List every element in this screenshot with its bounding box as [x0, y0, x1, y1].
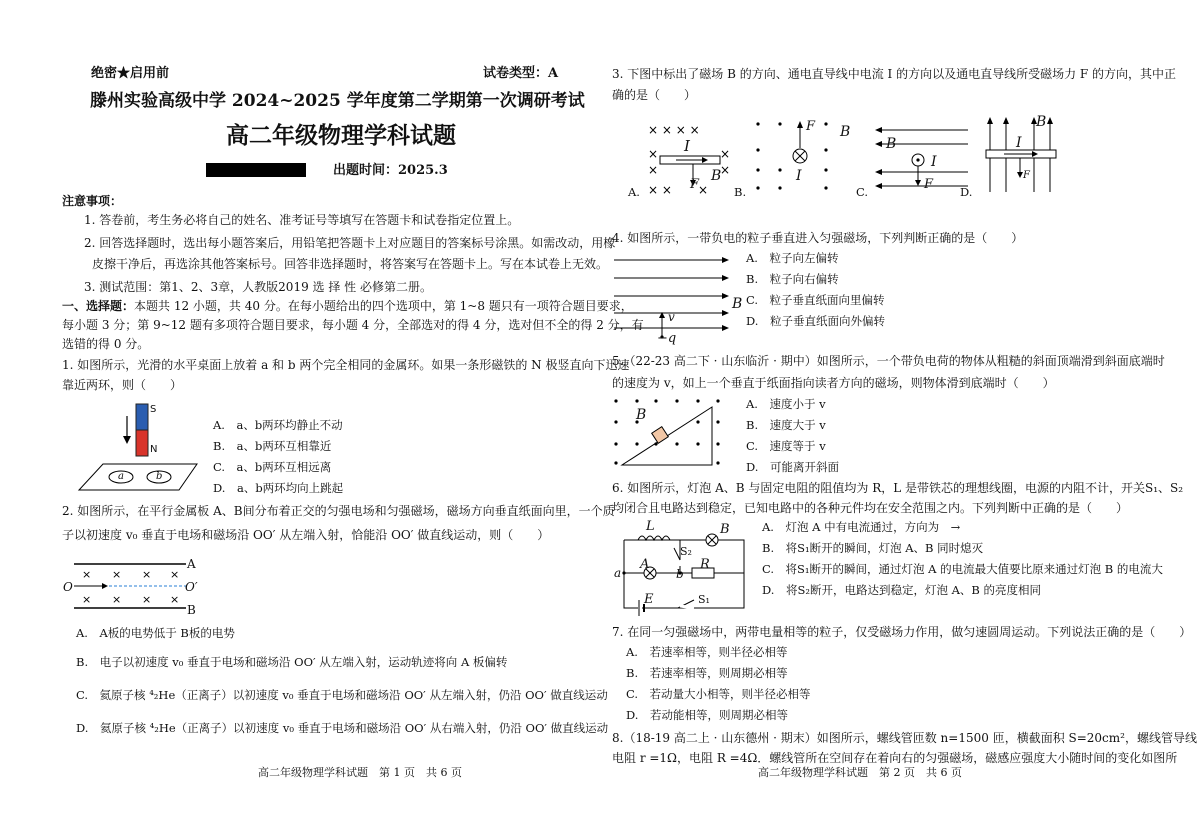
right-page	[600, 0, 1200, 831]
label-a: A	[640, 557, 650, 572]
label-i: I	[684, 137, 690, 155]
svg-text:×: ×	[720, 147, 731, 161]
label-l: L	[646, 519, 655, 534]
q8-stem: 8.（18-19 高二上 · 山东德州 · 期末）如图所示，螺线管匝数 n=1500 匝，横截面积 S=20cm²，螺线管导线	[612, 731, 1197, 745]
field-x: ×	[112, 568, 122, 581]
q1-stem: 靠近两环，则（ ）	[62, 378, 183, 392]
field-x: ×	[142, 568, 152, 581]
field-x: ×	[170, 568, 180, 581]
section-text: 选错的得 0 分。	[62, 337, 150, 351]
page-footer: 高二年级物理学科试题 第 2 页 共 6 页	[758, 766, 962, 779]
field-dots	[756, 122, 827, 189]
q1-option: B. a、b两环互相靠近	[213, 439, 332, 453]
q1-stem: 1. 如图所示，光滑的水平桌面上放着 a 和 b 两个完全相同的金属环。如果一条形磁铁的 N 极竖直向下迅速	[62, 358, 630, 372]
ring-a-label: a	[118, 471, 124, 482]
q3-option-a: A.	[628, 185, 640, 199]
label-b: B	[636, 407, 647, 423]
q2-stem: 子以初速度 v₀ 垂直于电场和磁场沿 OO′ 从左端入射，恰能沿 OO′ 做直线运动，则（ ）	[62, 528, 550, 542]
motion-arrowhead	[123, 436, 131, 444]
label-charge: −q	[657, 331, 677, 346]
svg-text:×: ×	[648, 163, 659, 177]
field-x: ×	[82, 593, 92, 606]
q5-stem: 的速度为 v，如上一个垂直于纸面指向读者方向的磁场，则物体滑到底端时（ ）	[612, 376, 1055, 390]
label-b: B	[720, 522, 730, 537]
label-s2: S₂	[680, 545, 692, 558]
ring-b-label: b	[156, 471, 163, 482]
q1-figure	[75, 400, 215, 495]
plate-a-label: A	[187, 557, 196, 571]
exam-date: 出题时间：2025.3	[333, 163, 448, 178]
label-b: B	[840, 124, 851, 140]
field-x: ×	[142, 593, 152, 606]
q5-figure	[612, 395, 732, 475]
label-f: F	[1023, 170, 1030, 181]
block	[652, 427, 669, 444]
field-x: ×	[170, 593, 180, 606]
notes-heading: 注意事项：	[62, 194, 123, 208]
q6-option: A. 灯泡 A 中有电流通过，方向为 →	[762, 520, 961, 534]
q5-option: B. 速度大于 v	[746, 418, 826, 432]
q2-figure	[62, 556, 202, 616]
note-item: 1. 答卷前，考生务必将自己的姓名、准考证号等填写在答题卡和试卷指定位置上。	[84, 213, 520, 227]
q2-option: B. 电子以初速度 v₀ 垂直于电场和磁场沿 OO′ 从左端入射，运动轨迹将向 A 板偏转	[76, 655, 508, 669]
q4-option: B. 粒子向右偏转	[746, 272, 839, 286]
q3-figure-d	[984, 114, 1064, 194]
q3-option-c: C.	[856, 185, 869, 199]
section-text: 本题共 12 小题，共 40 分。在每小题给出的四个选项中，第 1~8 题只有一项符合题目要求，	[134, 299, 633, 313]
q7-option: D. 若动能相等，则周期必相等	[626, 708, 788, 722]
field-dots	[614, 399, 719, 464]
q3-figure-c	[872, 124, 972, 194]
label-v: v	[668, 310, 675, 324]
svg-text:×: ×	[698, 183, 709, 197]
label-b: B	[1036, 114, 1047, 130]
q6-option: B. 将S₁断开的瞬间，灯泡 A、B 同时熄灭	[762, 541, 984, 555]
q6-option: D. 将S₂断开，电路达到稳定，灯泡 A、B 的亮度相同	[762, 583, 1042, 597]
svg-text:× ×: × ×	[648, 183, 672, 197]
q3-stem: 3. 下图中标出了磁场 B 的方向、通电直导线中电流 I 的方向以及通电直导线所受磁场力 F 的方向，其中正	[612, 67, 1177, 81]
q1-option: D. a、b两环均向上跳起	[213, 481, 344, 495]
note-item: 皮擦干净后，再选涂其他答案标号。回答非选择题时，将答案写在答题卡上。写在本试卷上无效。	[92, 257, 609, 271]
q7-option: A. 若速率相等，则半径必相等	[626, 645, 788, 659]
magnet-n-pole	[136, 430, 148, 456]
magnet-s-label: S	[150, 404, 157, 415]
table-surface	[79, 464, 197, 490]
label-b: B	[886, 136, 897, 152]
q3-stem: 确的是（ ）	[612, 88, 697, 102]
inductor	[638, 536, 670, 540]
label-i: I	[931, 154, 937, 170]
q2-option: C. 氦原子核 ⁴₂He（正离子）以初速度 v₀ 垂直于电场和磁场沿 OO′ 从左端入射，仍沿 OO′ 做直线运动	[76, 688, 608, 702]
redaction-bar	[206, 163, 306, 177]
label-s1: S₁	[698, 593, 710, 606]
q4-stem: 4. 如图所示，一带负电的粒子垂直进入匀强磁场，下列判断正确的是（ ）	[612, 231, 1024, 245]
label-f: F	[924, 177, 934, 192]
q4-option: D. 粒子垂直纸面向外偏转	[746, 314, 885, 328]
label-node-b: b	[676, 567, 684, 581]
label-e: E	[644, 592, 654, 607]
svg-text:×: ×	[648, 147, 659, 161]
label-f: F	[690, 177, 700, 192]
q3-figure-b	[750, 118, 850, 198]
q5-option: D. 可能离开斜面	[746, 460, 839, 474]
q6-option: C. 将S₁断开的瞬间，通过灯泡 A 的电流最大值要比原来通过灯泡 B 的电流大	[762, 562, 1163, 576]
q4-option: C. 粒子垂直纸面向里偏转	[746, 293, 885, 307]
q7-option: C. 若动量大小相等，则半径必相等	[626, 687, 811, 701]
note-item: 3. 测试范围：第1、2、3章，人教版2019 选 择 性 必修第二册。	[84, 280, 432, 294]
field-x: ×	[82, 568, 92, 581]
q8-stem: 电阻 r =1Ω，电阻 R =4Ω．螺线管所在空间存在着向右的匀强磁场，磁感应强度大小随时间的变化如图所	[612, 751, 1178, 765]
q7-stem: 7. 在同一匀强磁场中，两带电量相等的粒子，仅受磁场力作用，做匀速圆周运动。下列说法正确的是（ ）	[612, 625, 1192, 639]
q7-option: B. 若速率相等，则周期必相等	[626, 666, 788, 680]
q5-stem: 5.（22-23 高二下 · 山东临沂 · 期中）如图所示，一个带负电荷的物体从粗糙的斜面顶端滑到斜面底端时	[612, 354, 1165, 368]
q2-option: A. A板的电势低于 B板的电势	[76, 626, 235, 640]
q1-option: C. a、b两环互相远离	[213, 460, 332, 474]
section-intro	[62, 299, 633, 313]
section-text: 每小题 3 分；第 9~12 题有多项符合题目要求，每小题 4 分，全部选对的得 4 分，选对但不全的得 2 分，有	[62, 318, 644, 332]
q3-option-d: D.	[960, 185, 973, 199]
label-b: B	[732, 296, 743, 312]
q2-option: D. 氦原子核 ⁴₂He（正离子）以初速度 v₀ 垂直于电场和磁场沿 OO′ 从右端入射，仍沿 OO′ 做直线运动	[76, 721, 609, 735]
label-node-a: a	[614, 566, 622, 580]
q5-option: C. 速度等于 v	[746, 439, 826, 453]
label-f: F	[806, 119, 816, 134]
point-o-label: O	[63, 580, 73, 594]
q6-stem: 6. 如图所示，灯泡 A、B 与固定电阻的阻值均为 R，L 是带铁芯的理想线圈，电源的内阻不计，开关S₁、S₂	[612, 481, 1184, 495]
secret-label: 绝密★启用前	[91, 66, 170, 81]
q2-stem: 2. 如图所示，在平行金属板 A、B间分布着正交的匀强电场和匀强磁场，磁场方向垂直纸面向里，一个质	[62, 504, 615, 518]
school-line: 滕州实验高级中学 2024~2025 学年度第二学期第一次调研考试	[90, 91, 585, 111]
point-o-prime-label: O′	[185, 580, 198, 594]
label-r: R	[700, 557, 710, 572]
q3-option-b: B.	[734, 185, 747, 199]
plate-b-label: B	[187, 603, 196, 617]
magnet-n-label: N	[150, 444, 158, 455]
label-i: I	[796, 168, 802, 184]
label-i: I	[1016, 135, 1022, 151]
q5-option: A. 速度小于 v	[746, 397, 826, 411]
page-title: 高二年级物理学科试题	[226, 122, 456, 149]
magnet-s-pole	[136, 404, 148, 430]
note-item: 2. 回答选择题时，选出每小题答案后，用铅笔把答题卡上对应题目的答案标号涂黑。如需改动，用橡	[84, 236, 616, 250]
q4-option: A. 粒子向左偏转	[746, 251, 839, 265]
page-footer: 高二年级物理学科试题 第 1 页 共 6 页	[258, 766, 462, 779]
label-b: B	[711, 168, 722, 184]
q6-stem: 均闭合且电路达到稳定，已知电路中的各种元件均在安全范围之内。下列判断中正确的是（ ）	[612, 501, 1129, 515]
v0-arrowhead	[102, 583, 108, 589]
svg-text:×: ×	[720, 163, 731, 177]
field-x: ×	[112, 593, 122, 606]
paper-type: 试卷类型：A	[483, 66, 559, 81]
section-heading: 一、选择题：	[62, 299, 135, 313]
q1-option: A. a、b两环均静止不动	[213, 418, 343, 432]
svg-text:× × × ×: × × × ×	[648, 123, 700, 137]
